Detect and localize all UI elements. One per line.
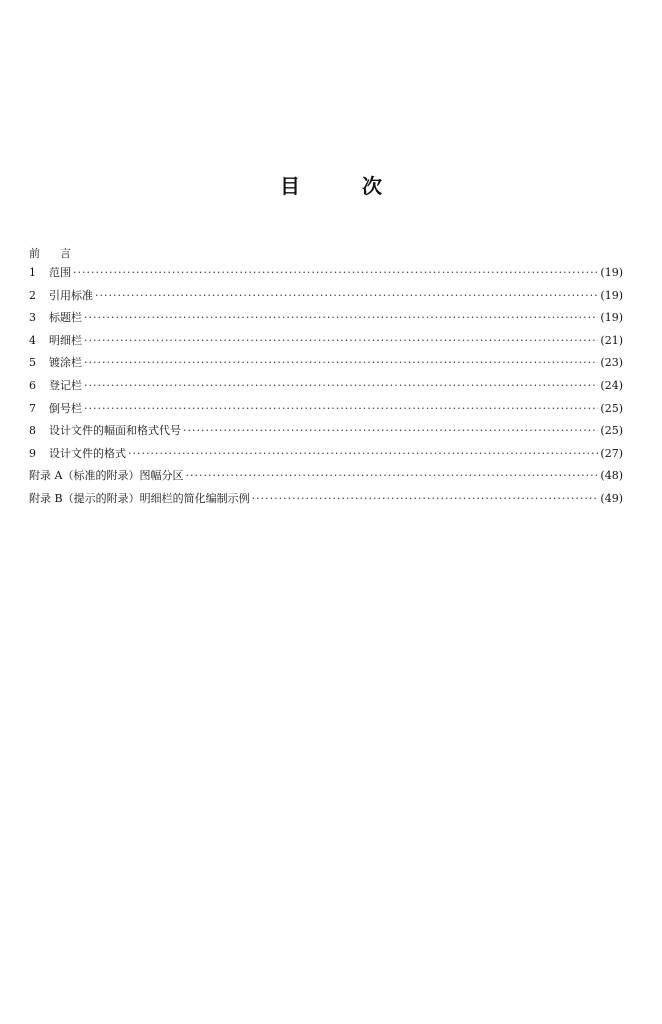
toc-number: 7 bbox=[29, 401, 36, 415]
toc-leader-dots bbox=[252, 488, 599, 511]
toc-leader-dots bbox=[84, 375, 598, 398]
toc-entry[interactable] bbox=[29, 398, 623, 421]
toc-leader-dots bbox=[84, 352, 598, 375]
toc-entry[interactable] bbox=[29, 443, 623, 466]
toc-page: (27) bbox=[600, 446, 623, 460]
toc-leader-dots bbox=[84, 398, 598, 421]
toc-entry[interactable] bbox=[29, 307, 623, 330]
toc-page: (49) bbox=[600, 491, 623, 505]
toc-label: 附录 B（提示的附录）明细栏的简化编制示例 bbox=[29, 491, 250, 505]
toc-number: 4 bbox=[29, 333, 36, 347]
toc-number: 5 bbox=[29, 356, 36, 370]
toc-number: 2 bbox=[29, 288, 36, 302]
toc-page: (21) bbox=[600, 333, 623, 347]
table-of-contents bbox=[29, 262, 623, 511]
toc-leader-dots bbox=[128, 443, 598, 466]
toc-entry-appendix-b[interactable] bbox=[29, 488, 623, 511]
toc-entry-appendix-a[interactable] bbox=[29, 465, 623, 488]
foreword-char-1: 前 bbox=[29, 247, 40, 260]
toc-leader-dots bbox=[183, 420, 598, 443]
toc-label: 引用标准 bbox=[49, 288, 93, 302]
toc-label: 镀涂栏 bbox=[49, 356, 82, 370]
foreword-char-2: 言 bbox=[60, 247, 71, 260]
toc-label: 附录 A（标准的附录）图幅分区 bbox=[29, 469, 184, 483]
toc-page: (19) bbox=[600, 311, 623, 325]
toc-page: (24) bbox=[600, 378, 623, 392]
toc-entry[interactable] bbox=[29, 262, 623, 285]
toc-page: (25) bbox=[600, 424, 623, 438]
toc-label: 明细栏 bbox=[49, 333, 82, 347]
toc-page: (19) bbox=[600, 288, 623, 302]
toc-leader-dots bbox=[185, 465, 598, 488]
toc-leader-dots bbox=[84, 307, 598, 330]
toc-label: 标题栏 bbox=[49, 311, 82, 325]
toc-entry[interactable] bbox=[29, 375, 623, 398]
toc-number: 8 bbox=[29, 424, 36, 438]
toc-entry[interactable] bbox=[29, 285, 623, 308]
toc-leader-dots bbox=[84, 330, 598, 353]
toc-number: 9 bbox=[29, 446, 36, 460]
toc-label: 倒号栏 bbox=[49, 401, 82, 415]
toc-page: (25) bbox=[600, 401, 623, 415]
toc-label: 设计文件的格式 bbox=[49, 446, 126, 460]
toc-page: (23) bbox=[600, 356, 623, 370]
toc-label: 范围 bbox=[49, 266, 71, 279]
toc-leader-dots bbox=[73, 262, 598, 285]
toc-entry[interactable] bbox=[29, 330, 623, 353]
toc-leader-dots bbox=[95, 285, 598, 308]
toc-label: 登记栏 bbox=[49, 378, 82, 392]
title-char-2: 次 bbox=[362, 174, 382, 198]
toc-page: (19) bbox=[600, 266, 623, 279]
toc-number: 3 bbox=[29, 311, 36, 325]
toc-entry[interactable] bbox=[29, 352, 623, 375]
toc-page: (48) bbox=[600, 469, 623, 483]
toc-label: 设计文件的幅面和格式代号 bbox=[49, 424, 181, 438]
toc-number: 1 bbox=[29, 266, 36, 279]
title-char-1: 目 bbox=[280, 174, 300, 198]
foreword-heading bbox=[29, 245, 71, 261]
page-title bbox=[0, 170, 662, 199]
toc-entry[interactable] bbox=[29, 420, 623, 443]
toc-number: 6 bbox=[29, 378, 36, 392]
